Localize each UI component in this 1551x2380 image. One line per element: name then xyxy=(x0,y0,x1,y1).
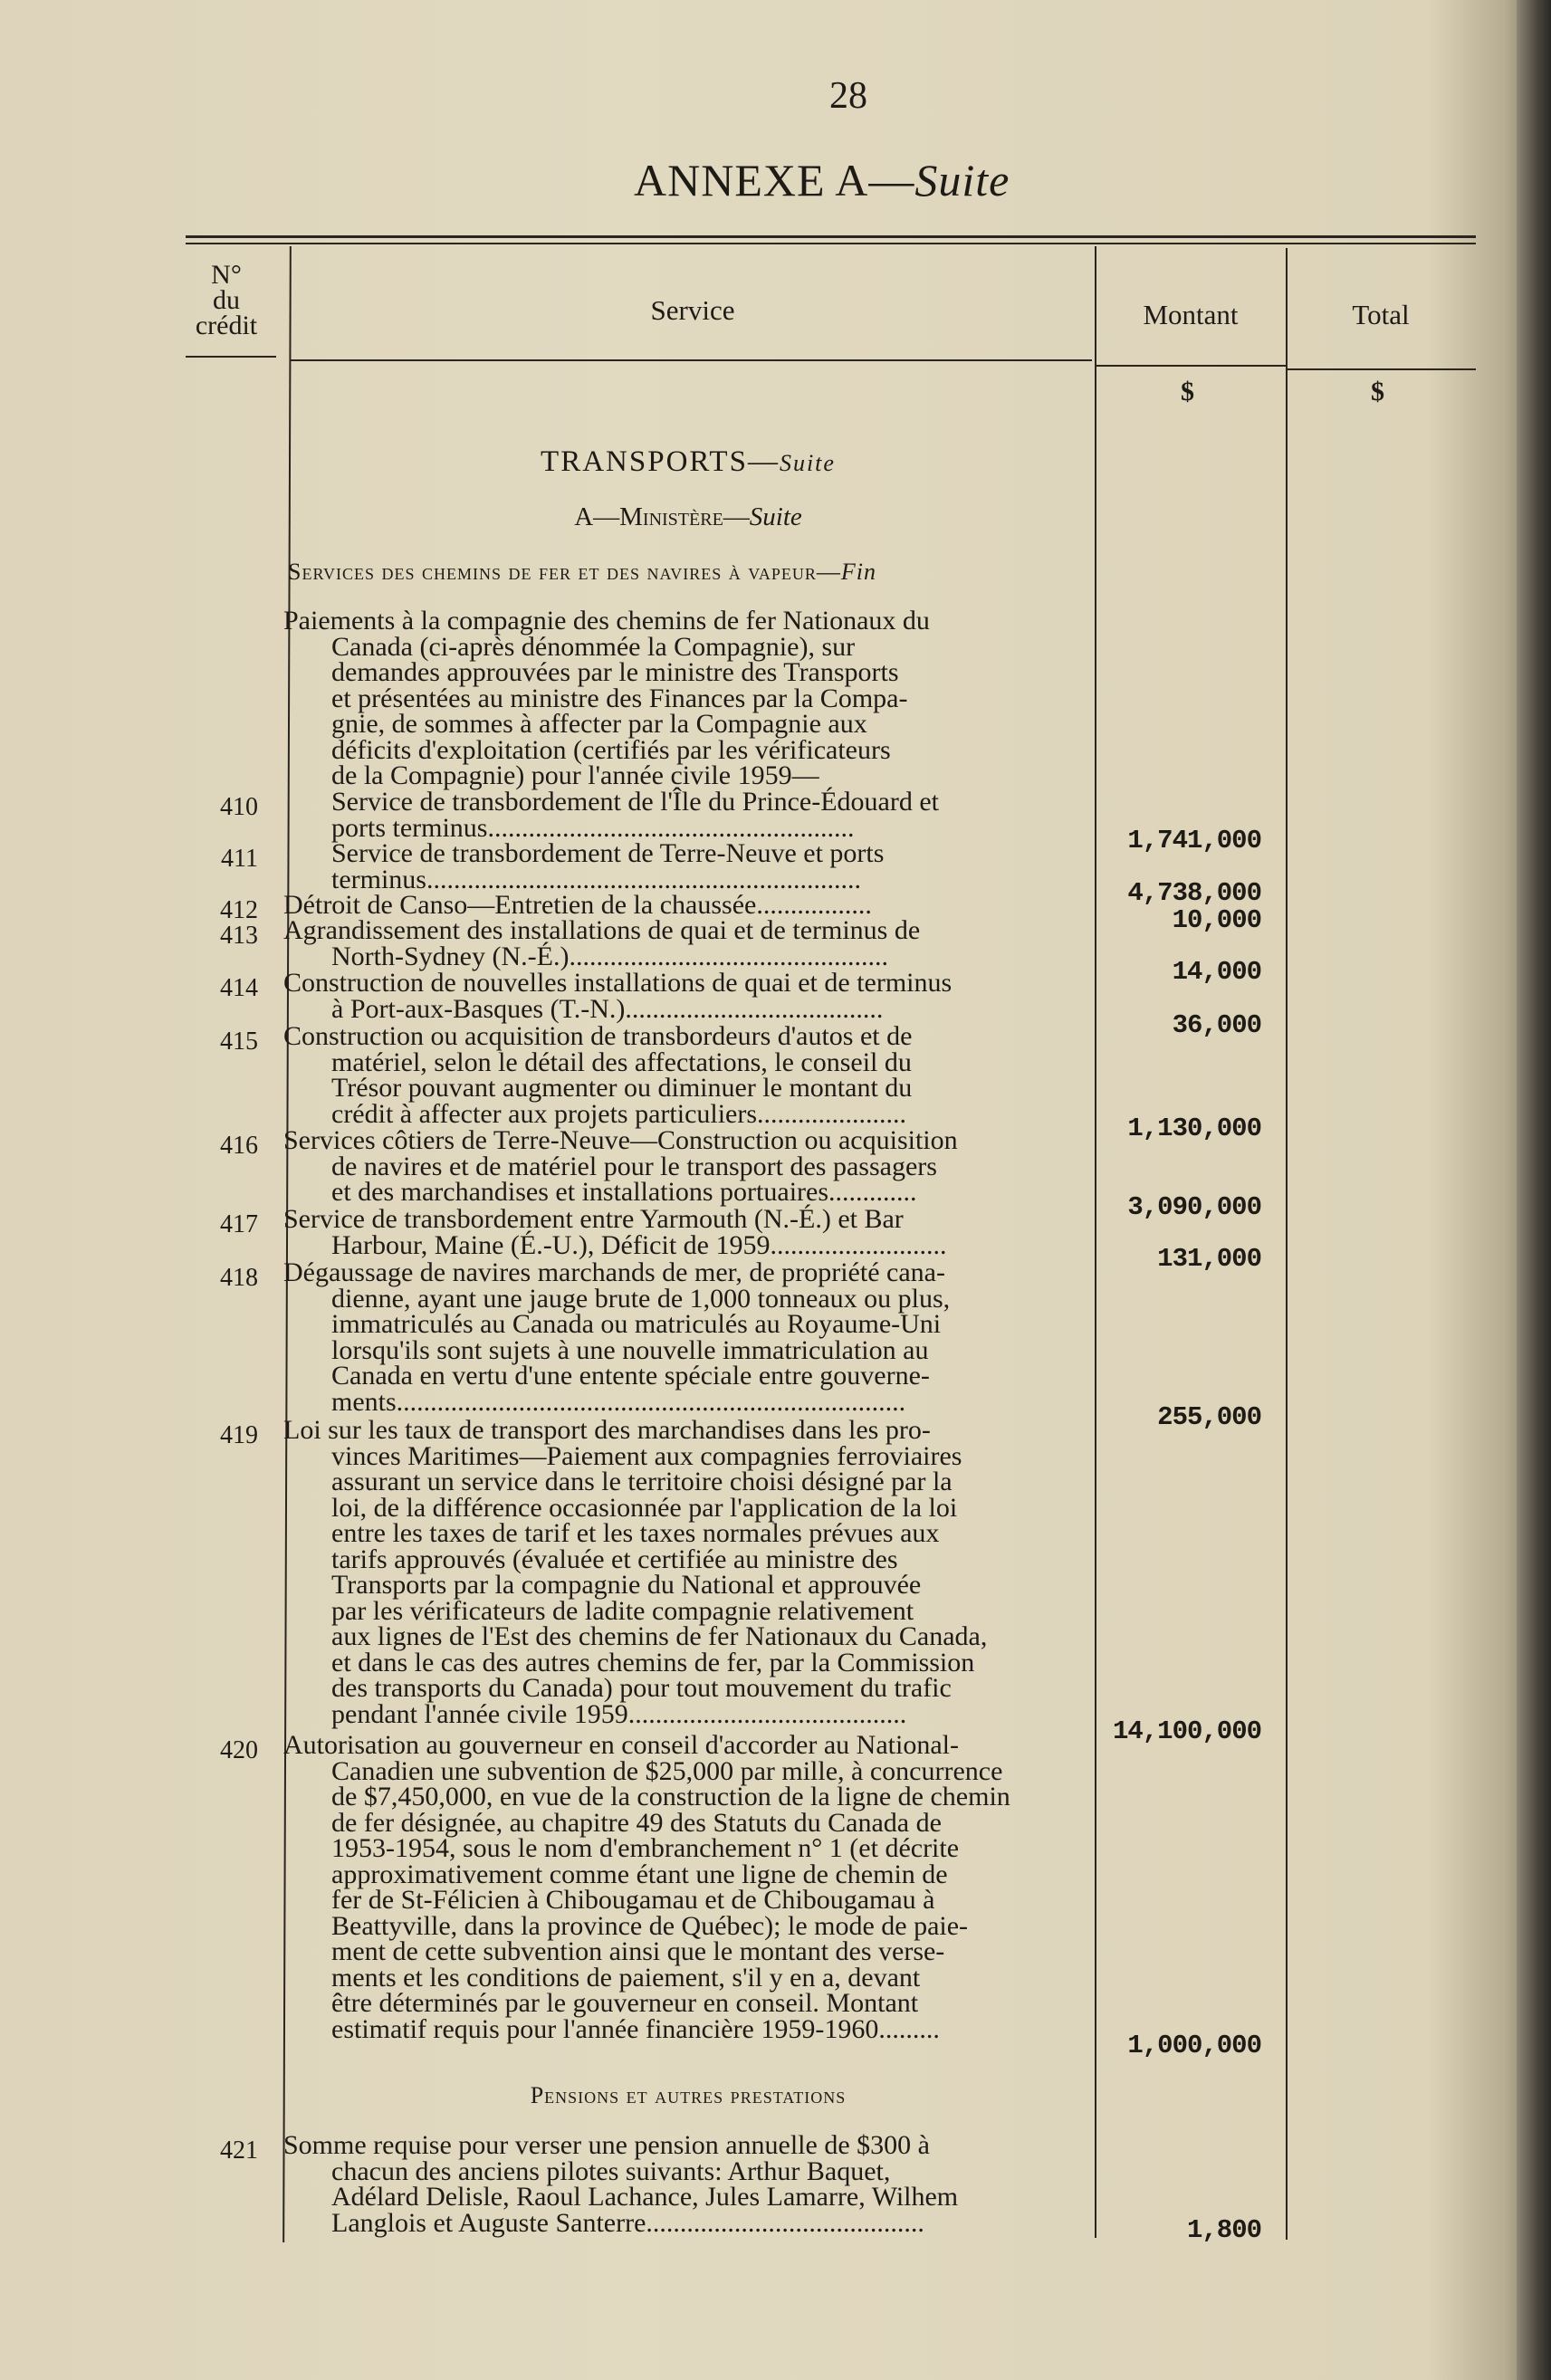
amount-value: 3,090,000 xyxy=(1127,1192,1261,1222)
item-text: Service de transbordement de Terre-Neuve et ports terminus................................................................ xyxy=(331,838,885,894)
item-text: Somme requise pour verser une pension annuelle de $300 à chacun des anciens pilotes suivants: Arthur Baquet, Adélard Delisle, Raoul Lachance, Jules Lamarre, Wilhem Langlois et Auguste Santerre......................................... xyxy=(283,2130,959,2238)
amount-value: 1,741,000 xyxy=(1127,826,1261,855)
header-top-rule xyxy=(186,235,1476,244)
credit-number: 418 xyxy=(220,1264,258,1292)
amount-value: 4,738,000 xyxy=(1127,878,1261,908)
intro-line: et présentées au ministre des Finances par la Compa- xyxy=(331,683,908,713)
intro-line: Canada (ci-après dénommée la Compagnie), sur xyxy=(331,631,856,662)
intro-line: Paiements à la compagnie des chemins de fer Nationaux du xyxy=(283,606,930,636)
item-text: Autorisation au gouverneur en conseil d'accorder au National- Canadien une subvention de $25,000 par mille, à concurrence de $7,450,000, en vue de la construction de la ligne de chemin de fer désignée, au chapitre 49 des Statuts du Canada de 1953-1954, sous le nom d'embranchement n° 1 (et décrite approximativement comme étant une ligne de chemin de fer de St-Félicien à Chibougamau et de Chibougamau à Beattyville, dans la province de Québec); le mode de paie- ment de cette subvention ainsi que le montant des verse- ments et les conditions de paiement, s'il y en a, devant être déterminés par le gouverneur en conseil. Montant estimatif requis pour l'année financière 1959-1960......... xyxy=(283,1730,1010,2044)
item-text: Loi sur les taux de transport des marchandises dans les pro- vinces Maritimes—Paiement aux compagnies ferroviaires assurant un service dans le territoire choisi désigné par la loi, de la différence occasionnée par l'application de la loi entre les taxes de tarif et les taxes normales prévues aux tarifs approuvés (évaluée et certifiée au ministre des Transports par la compagnie du National et approuvée par les vérificateurs de ladite compagnie relativement aux lignes de l'Est des chemins de fer Nationaux du Canada, et dans le cas des autres chemins de fer, par la Commission des transports du Canada) pour tout mouvement du trafic pendant l'année civile 1959......................................... xyxy=(283,1415,988,1729)
page-number: 28 xyxy=(829,75,867,117)
amount-value: 131,000 xyxy=(1157,1244,1261,1274)
header-rule-service xyxy=(290,359,1092,361)
amount-value: 1,130,000 xyxy=(1127,1114,1261,1143)
credit-number: 411 xyxy=(221,845,258,873)
item-text: Dégaussage de navires marchands de mer, de propriété cana- dienne, ayant une jauge brute de 1,000 tonneaux ou plus, immatriculés au Canada ou matriculés au Royaume-Uni lorsqu'ils sont sujets à une nouvelle immatriculation au Canada en vertu d'une entente spéciale entre gouverne- ments........................................................................... xyxy=(283,1257,951,1417)
header-total: Total xyxy=(1352,299,1410,330)
item-text: Service de transbordement de l'Île du Prince-Édouard et ports terminus...................................................... xyxy=(331,787,939,843)
credit-number: 419 xyxy=(220,1421,258,1449)
credit-number: 421 xyxy=(220,2136,258,2165)
book-spine-shadow xyxy=(1517,0,1551,2380)
credit-number: 416 xyxy=(220,1132,258,1160)
amount-value: 14,000 xyxy=(1172,957,1261,987)
item-text: Service de transbordement entre Yarmouth (N.-É.) et Bar Harbour, Maine (É.-U.), Déficit de 1959.......................... xyxy=(283,1204,947,1260)
header-credit: N° du crédit xyxy=(195,260,258,340)
section-heading-pensions: Pensions et autres prestations xyxy=(530,2082,847,2108)
column-rule-montant xyxy=(1286,248,1288,2240)
header-rule-credit xyxy=(186,356,276,358)
page-heading: ANNEXE A—Suite xyxy=(634,155,1010,206)
item-text: Services côtiers de Terre-Neuve—Construction ou acquisition de navires et de matériel pour le transport des passagers et des marchandises et installations portuaires............. xyxy=(283,1125,958,1207)
item-text: Détroit de Canso—Entretien de la chaussée................. xyxy=(283,890,872,920)
section-subtitle: A—Ministère—Suite xyxy=(574,502,802,531)
intro-line: demandes approuvées par le ministre des Transports xyxy=(331,657,899,687)
intro-line: gnie, de sommes à affecter par la Compagnie aux xyxy=(331,709,867,739)
header-montant: Montant xyxy=(1143,299,1239,330)
credit-number: 410 xyxy=(220,793,258,821)
credit-number: 413 xyxy=(220,922,258,950)
currency-total: $ xyxy=(1371,377,1384,406)
section-title: TRANSPORTS—Suite xyxy=(541,445,836,478)
intro-line: de la Compagnie) pour l'année civile 1959— xyxy=(331,760,819,790)
column-rule-service xyxy=(1095,246,1096,2238)
header-service: Service xyxy=(650,294,735,326)
intro-paragraph xyxy=(283,606,1085,790)
item-text: Construction ou acquisition de transbordeurs d'autos et de matériel, selon le détail des affectations, le conseil du Trésor pouvant augmenter ou diminuer le montant du crédit à affecter aux projets particuliers...................... xyxy=(283,1021,913,1129)
amount-value: 10,000 xyxy=(1172,905,1261,935)
credit-number: 412 xyxy=(220,896,258,924)
amount-value: 1,800 xyxy=(1186,2215,1261,2245)
section-heading-chemins: Services des chemins de fer et des navires à vapeur—Fin xyxy=(288,559,877,585)
amount-value: 255,000 xyxy=(1157,1402,1261,1432)
header-rule-montant xyxy=(1096,365,1287,367)
currency-montant: $ xyxy=(1181,377,1194,406)
amount-value: 14,100,000 xyxy=(1112,1716,1261,1746)
amount-value: 1,000,000 xyxy=(1127,2031,1261,2060)
item-text: Construction de nouvelles installations de quai et de terminus à Port-aux-Basques (T.-N.)...................................... xyxy=(283,968,953,1024)
credit-number: 420 xyxy=(220,1736,258,1764)
header-rule-total xyxy=(1288,368,1476,370)
amount-value: 36,000 xyxy=(1172,1010,1261,1040)
intro-line: déficits d'exploitation (certifiés par les vérificateurs xyxy=(331,734,891,765)
item-text: Agrandissement des installations de quai et de terminus de North-Sydney (N.-É.)............................................... xyxy=(283,915,921,971)
credit-number: 417 xyxy=(220,1210,258,1238)
credit-number: 415 xyxy=(220,1028,258,1056)
credit-number: 414 xyxy=(220,974,258,1002)
